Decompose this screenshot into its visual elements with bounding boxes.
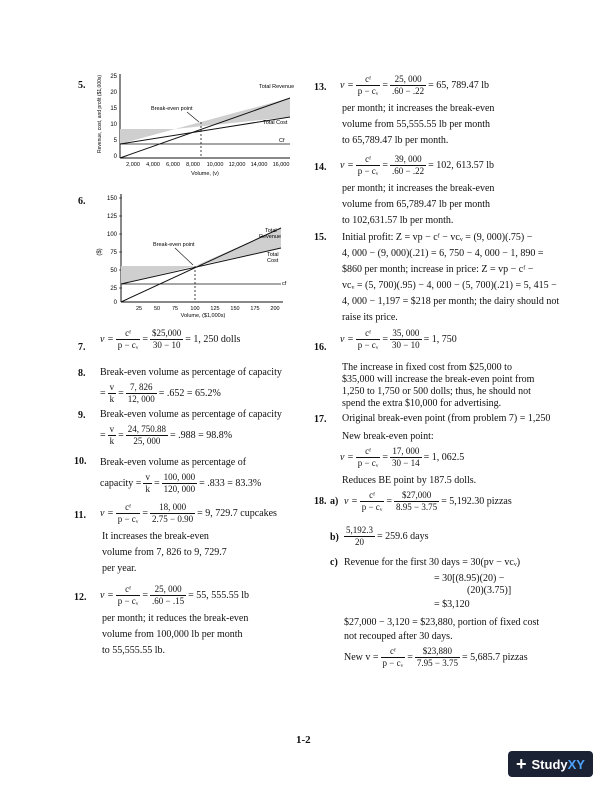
chart6-ytick: 50: [110, 268, 117, 274]
problem-14-line: per month; it increases the break-even: [342, 183, 495, 194]
chart5-ytick: 5: [113, 138, 117, 144]
problem-8-equation: = $\frac{v}{k}$ = $\frac{7, 826}{12, 000}$ = .652 = 65.2%: [100, 382, 221, 404]
chart6-bep-label: Break-even point: [153, 242, 195, 248]
chart5-bep-label: Break-even point: [151, 106, 193, 112]
problem-15-line: Initial profit: Z = vp − cᶠ − vcᵥ = (9, 000)(.75) −: [342, 232, 533, 243]
chart6-cf-label: cf: [282, 281, 287, 287]
problem-10-text: Break-even volume as percentage of: [100, 457, 247, 468]
chart6-ytick: 150: [106, 196, 117, 202]
chart6-xtick: 175: [250, 306, 260, 312]
chart6-ylabel: ($): [97, 248, 103, 256]
problem-12-line: volume from 100,000 lb per month: [102, 629, 243, 640]
problem-14-number: 14.: [314, 162, 327, 173]
problem-13-number: 13.: [314, 82, 327, 93]
problem-17-line: Original break-even point (from problem 7) = 1,250: [342, 413, 551, 424]
problem-15-line: vcᵥ = (5, 700)(.95) − 4, 000 − (5, 700)(.21) = 5, 415 −: [342, 280, 557, 291]
chart6-xtick: 75: [171, 306, 179, 312]
problem-16-line: spend the extra $10,000 for advertising.: [342, 398, 502, 409]
chart6-xtick: 100: [190, 306, 200, 312]
plus-icon: +: [516, 754, 527, 774]
page-number: 1-2: [296, 734, 311, 746]
chart5-xtick: 6,000: [166, 162, 180, 168]
problem-8-number: 8.: [78, 368, 86, 379]
problem-14-line: to 102,631.57 lb per month.: [342, 215, 454, 226]
problem-18c-line: = 30[(8.95)(20) −: [434, 573, 505, 584]
chart5-ytick: 15: [110, 106, 117, 112]
chart6-xtick: 25: [135, 306, 143, 312]
problem-17-line: New break-even point:: [342, 431, 434, 442]
chart6-tc-label: Total: [267, 252, 279, 258]
problem-11-number: 11.: [74, 510, 86, 521]
problem-15-line: raise its price.: [342, 312, 398, 323]
problem-8-text: Break-even volume as percentage of capacity: [100, 367, 282, 378]
chart6-ytick: 125: [106, 214, 117, 220]
chart5-tc-label: Total Cost: [263, 120, 288, 126]
chart6-xtick: 150: [230, 306, 240, 312]
problem-11-line: volume from 7, 826 to 9, 729.7: [102, 547, 227, 558]
break-even-chart-5: [95, 72, 295, 182]
chart6-total-revenue-line: [121, 228, 281, 302]
brand-name: Study: [531, 756, 568, 772]
studyxy-logo[interactable]: [508, 751, 593, 777]
problem-16-line: The increase in fixed cost from $25,000 to: [342, 362, 512, 373]
chart5-xlabel: Volume, (v): [191, 171, 219, 177]
chart5-xtick: 10,000: [206, 162, 224, 168]
problem-11-line: per year.: [102, 563, 137, 574]
chart6-ytick: 75: [110, 250, 117, 256]
chart6-xtick: 200: [270, 306, 280, 312]
chart6-xtick: 50: [153, 306, 161, 312]
chart5-ytick: 10: [110, 122, 117, 128]
problem-15-line: 4, 000 − 1,197 = $218 per month; the dairy should not: [342, 296, 560, 307]
problem-17-line: Reduces BE point by 187.5 dolls.: [342, 475, 477, 486]
problem-14-equation: v = $\frac{\text{cᶠ}}{\text{p − cᵥ}}$ = $\frac{39, 000}{.60 - .22}$ = 102, 613.57 lb: [340, 154, 495, 176]
chart5-ytick: 0: [113, 154, 117, 160]
problem-16-number: 16.: [314, 342, 327, 353]
problem-9-equation: = $\frac{v}{k}$ = $\frac{24, 750.88}{25, 000}$ = .988 = 98.8%: [100, 424, 233, 446]
problem-15-line: 4, 000 − (9, 000)(.21) = 6, 750 − 4, 000 − 1, 890 =: [342, 248, 544, 259]
problem-18c-line: = $3,120: [434, 599, 470, 610]
chart6-ytick: 0: [113, 300, 117, 306]
problem-16-line: 1,250 to 1,750 or 500 dolls; thus, he should not: [342, 386, 531, 397]
problem-6-number: 6.: [78, 196, 86, 207]
chart5-xtick: 14,000: [250, 162, 268, 168]
problem-18b-equation: $\frac{5,192.3}{20}$ = 259.6 days: [346, 525, 429, 547]
problem-12-number: 12.: [74, 592, 87, 603]
problem-18a-label: a): [330, 496, 339, 507]
problem-18c-label: c): [330, 557, 338, 568]
chart5-cf-label: Cf: [279, 138, 285, 144]
problem-11-line: It increases the break-even: [102, 531, 209, 542]
problem-13-line: per month; it increases the break-even: [342, 103, 495, 114]
problem-9-number: 9.: [78, 410, 86, 421]
problem-13-equation: v = $\frac{\text{cᶠ}}{\text{p − cᵥ}}$ = $\frac{25, 000}{.60 - .22}$ = 65, 789.47 lb: [340, 74, 490, 96]
problem-11-equation: v = $\frac{\text{cᶠ}}{\text{p − cᵥ}}$ = $\frac{18, 000}{2.75 - 0.90}$ = 9, 729.7 cupcakes: [100, 502, 277, 524]
chart6-xtick: 125: [210, 306, 220, 312]
chart5-ytick: 25: [110, 74, 117, 80]
problem-5-number: 5.: [78, 80, 86, 91]
problem-7-equation: v = $\frac{\text{cᶠ}}{\text{p − cᵥ}}$ = $\frac{\$25,000}{30 - 10}$ = 1, 250 dolls: [100, 328, 241, 350]
problem-18c-line: (20)(3.75)]: [467, 585, 512, 596]
chart5-ytick: 20: [110, 90, 117, 96]
problem-17-number: 17.: [314, 414, 327, 425]
problem-15-line: $860 per month; increase in price: Z = vp − cᶠ −: [342, 264, 534, 275]
brand-name-accent: XY: [567, 756, 585, 772]
chart6-tr-label: Total: [265, 228, 277, 234]
problem-10-equation: capacity = $\frac{v}{k}$ = $\frac{100, 000}{120, 000}$ = .833 = 83.3%: [100, 472, 262, 494]
problem-18c-line: $27,000 − 3,120 = $23,880, portion of fixed cost: [344, 617, 540, 628]
problem-16-line: $35,000 will increase the break-even point from: [342, 374, 535, 385]
problem-7-number: 7.: [78, 342, 86, 353]
problem-12-line: per month; it reduces the break-even: [102, 613, 249, 624]
chart5-total-revenue-line: [120, 98, 290, 158]
chart6-tc-label: Cost: [267, 258, 279, 264]
problem-13-line: volume from 55,555.55 lb per month: [342, 119, 491, 130]
problem-9-text: Break-even volume as percentage of capacity: [100, 409, 282, 420]
problem-18c-line: not recouped after 30 days.: [344, 631, 453, 642]
problem-18b-label: b): [330, 532, 339, 543]
chart6-ytick: 100: [106, 232, 117, 238]
problem-14-line: volume from 65,789.47 lb per month: [342, 199, 491, 210]
chart5-xtick: 2,000: [126, 162, 140, 168]
problem-18c-equation: New v = $\frac{\text{cᶠ}}{\text{p − cᵥ}}$ = $\frac{\$23,880}{7.95 - 3.75}$ = 5,685.7 pizzas: [344, 646, 528, 668]
problem-15-number: 15.: [314, 232, 327, 243]
chart6-ytick: 25: [110, 286, 117, 292]
problem-17-equation: v = $\frac{\text{cᶠ}}{\text{p − cᵥ}}$ = $\frac{17, 000}{30 - 14}$ = 1, 062.5: [340, 446, 465, 468]
problem-10-number: 10.: [74, 456, 87, 467]
problem-18a-equation: v = $\frac{\text{cᶠ}}{\text{p − cᵥ}}$ = $\frac{\$27,000}{8.95 - 3.75}$ = 5,192.30 pizzas: [344, 490, 512, 512]
chart5-xtick: 16,000: [272, 162, 290, 168]
chart5-ylabel: Revenue, cost, and profit ($1,000s): [97, 74, 103, 154]
break-even-chart-6: [95, 190, 295, 318]
chart5-xtick: 8,000: [186, 162, 200, 168]
problem-12-line: to 55,555.55 lb.: [102, 645, 166, 656]
problem-16-equation: v = $\frac{\text{cᶠ}}{\text{p − cᵥ}}$ = $\frac{35, 000}{30 - 10}$ = 1, 750: [340, 328, 457, 350]
problem-18c-line: Revenue for the first 30 days = 30(pv − vcᵥ): [344, 557, 521, 568]
chart5-xtick: 4,000: [146, 162, 160, 168]
chart6-xlabel: Volume, ($1,000s): [180, 313, 226, 318]
problem-12-equation: v = $\frac{\text{cᶠ}}{\text{p − cᵥ}}$ = $\frac{25, 000}{.60 - .15}$ = 55, 555.55 lb: [100, 584, 250, 606]
problem-18-number: 18.: [314, 496, 327, 507]
problem-13-line: to 65,789.47 lb per month.: [342, 135, 449, 146]
chart5-xtick: 12,000: [228, 162, 246, 168]
chart5-tr-label: Total Revenue: [259, 84, 295, 90]
chart6-tr-label: Revenue: [259, 234, 282, 240]
